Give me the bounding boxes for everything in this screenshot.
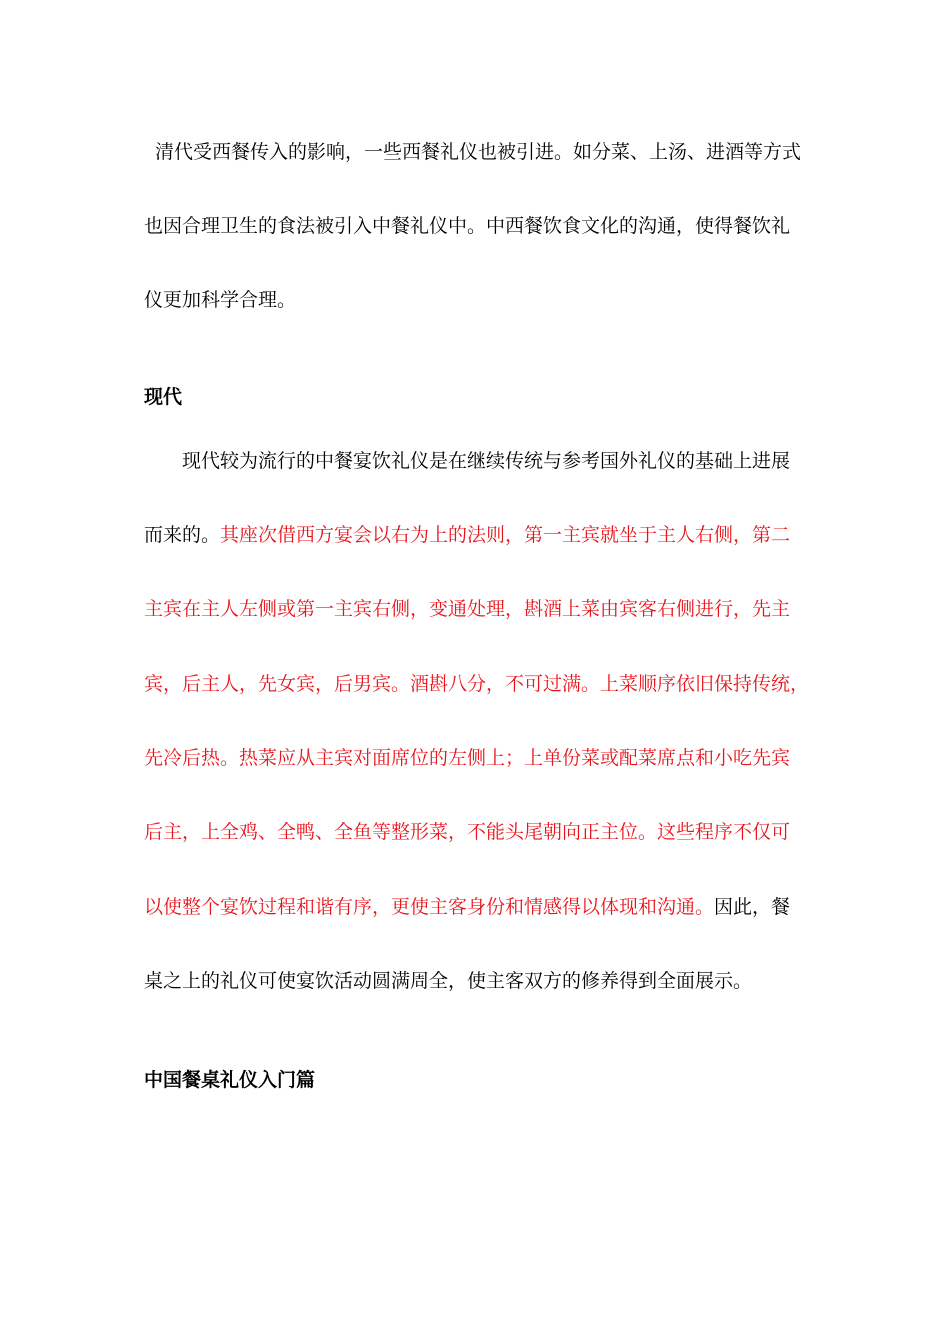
- section-heading-modern: 现代: [144, 386, 183, 408]
- paragraph-line: 仪更加科学合理。: [144, 289, 297, 311]
- highlighted-line: 主宾在主人左侧或第一主宾右侧，变通处理，斟酒上菜由宾客右侧进行，先主: [144, 598, 791, 620]
- paragraph-line: 现代较为流行的中餐宴饮礼仪是在继续传统与参考国外礼仪的基础上进展: [182, 450, 791, 472]
- plain-text: 而来的。: [144, 524, 221, 546]
- highlighted-line: 宾，后主人，先女宾，后男宾。酒斟八分，不可过满。上菜顺序依旧保持传统，: [144, 673, 810, 695]
- highlighted-line: 后主，上全鸡、全鸭、全鱼等整形菜，不能头尾朝向正主位。这些程序不仅可: [144, 821, 791, 843]
- paragraph-line: 也因合理卫生的食法被引入中餐礼仪中。中西餐饮食文化的沟通，使得餐饮礼: [144, 215, 791, 237]
- paragraph-line: 桌之上的礼仪可使宴饮活动圆满周全，使主客双方的修养得到全面展示。: [144, 970, 753, 992]
- plain-text: 因此，餐: [714, 896, 791, 918]
- paragraph-line: 清代受西餐传入的影响，一些西餐礼仪也被引进。如分菜、上汤、进酒等方式: [155, 141, 802, 163]
- paragraph-line: [144, 523, 790, 547]
- highlighted-line: 先冷后热。热菜应从主宾对面席位的左侧上；上单份菜或配菜席点和小吃先宾: [144, 747, 791, 769]
- highlighted-text: 以使整个宴饮过程和谐有序，更使主客身份和情感得以体现和沟通。: [144, 896, 715, 918]
- paragraph-line: [144, 895, 790, 919]
- section-heading-intro: 中国餐桌礼仪入门篇: [144, 1069, 316, 1091]
- highlighted-text: 其座次借西方宴会以右为上的法则，第一主宾就坐于主人右侧，第二: [220, 524, 791, 546]
